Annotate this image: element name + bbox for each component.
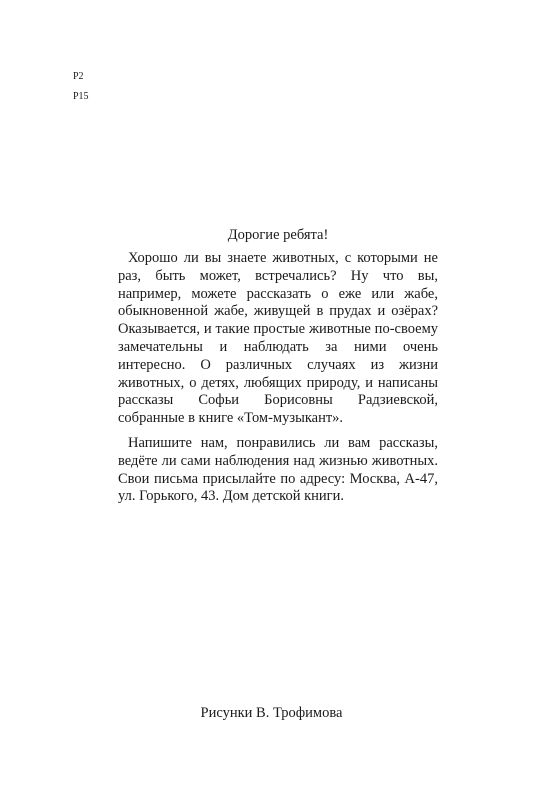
letter-to-readers — [118, 226, 438, 506]
page-mark-p15: P15 — [73, 91, 89, 102]
page-mark-p2: P2 — [73, 71, 84, 82]
page-marks — [73, 67, 89, 107]
letter-paragraph-2: Напишите нам, понравились ли вам рассказы, ведёте ли сами наблюдения над жизнью животных. Свои письма присылайте по адресу: Москва, А-47, ул. Горького, 43. Дом детской книги. — [118, 434, 438, 505]
illustrator-credit: Рисунки В. Трофимова — [200, 705, 343, 721]
letter-paragraph-1: Хорошо ли вы знаете животных, с которыми не раз, быть может, встречались? Ну что вы, например, можете рассказать о еже или жабе, обыкновенной жабе, живущей в прудах и озёрах? Оказывается, и такие простые животные по-своему замечательны и наблюдать за ними очень интересно. О различных случаях из жизни животных, о детях, любящих природу, и написаны рассказы Софьи Борисовны Радзиевской, собранные в книге «Том-музыкант». — [118, 250, 438, 427]
letter-title: Дорогие ребята! — [227, 227, 329, 243]
